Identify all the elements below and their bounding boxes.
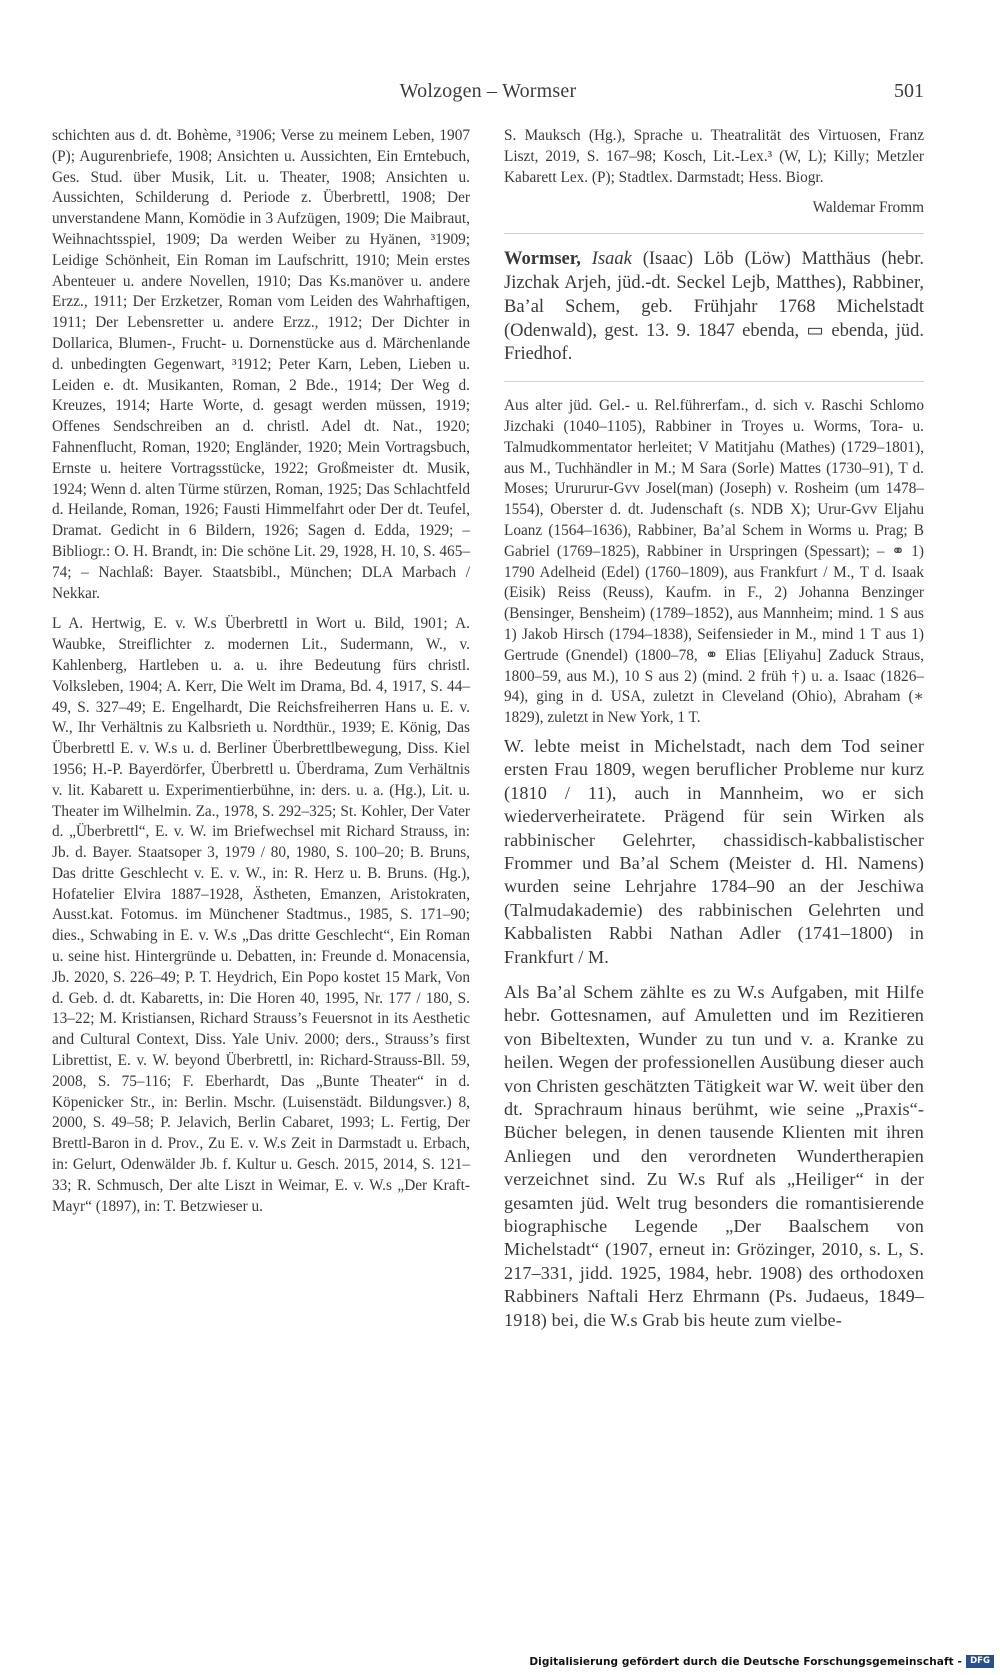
- entry-name: Wormser,: [504, 249, 581, 270]
- dfg-logo-icon: DFG: [966, 1655, 994, 1668]
- page-header: [52, 80, 924, 106]
- entry-given-name: Isaak: [591, 249, 632, 270]
- footer-credit: Digitalisierung gefördert durch die Deutsche Forschungsgemeinschaft -: [529, 1656, 962, 1668]
- author-signature: Waldemar Fromm: [812, 199, 924, 217]
- page-number: 501: [894, 80, 924, 102]
- literature-list: L A. Hertwig, E. v. W.s Überbrettl in Wort u. Bild, 1901; A. Waubke, Streiflichter z. modernen Lit., Sudermann, W., v. Kahlenberg, Hartleben u. a. u. ihre Bedeutung fürs christl. Volksleben, 1904; A. Kerr, Die Welt im Drama, Bd. 4, 1917, S. 44–49, S. 327–49; E. Engelhardt, Die Reichsfreiherren Hans u. E. v. W., Ihr Verhältnis zu Kalbsrieth u. Nordthür., 1939; E. König, Das Überbrettl E. v. W.s u. d. Berliner Überbrettlbewegung, Diss. Kiel 1956; H.-P. Bayerdörfer, Überbrettl u. Überdrama, Zum Verhältnis v. lit. Kabarett u. Experimentierbühne, in: ders. u. a. (Hg.), Lit. u. Theater im Wilhelmin. Za., 1978, S. 292–325; St. Kohler, Der Vater d. „Überbrettl“, E. v. W. im Briefwechsel mit Richard Strauss, in: Jb. d. Bayer. Staatsoper 3, 1979 / 80, 1980, S. 100–20; B. Bruns, Das dritte Geschlecht v. E. v. W., in: R. Herz u. B. Bruns. (Hg.), Hofatelier Elvira 1887–1928, Ästheten, Emanzen, Aristokraten, Ausst.kat. Fotomus. im Münchener Stadtmus., 1985, S. 171–90; dies., Schwabing in E. v. W.s „Das dritte Geschlecht“, Ein Roman u. seine hist. Hintergründe u. Debatten, in: Freunde d. Monacensia, Jb. 2020, S. 226–49; P. T. Heydrich, Ein Popo kostet 15 Mark, Von d. Geb. d. dt. Kabaretts, in: Die Horen 40, 1995, Nr. 177 / 180, S. 13–22; M. Kristiansen, Richard Strauss’s Feuersnot in its Aesthetic and Cultural Context, Diss. Yale Univ. 2000; ders., Strauss’s first Librettist, E. v. W. beyond Überbrettl, in: Richard-Strauss-Bll. 59, 2008, S. 75–116; F. Eberhardt, Das „Bunte Theater“ in d. Köpenicker Str., in: Berlin. Mschr. (Luisenstädt. Bildungsver.) 8, 2000, S. 49–58; P. Jelavich, Berlin Cabaret, 1993; L. Fertig, Der Brettl-Baron in d. Prov., Zu E. v. W.s Zeit in Darmstadt u. Erbach, in: Gelurt, Odenwälder Jb. f. Kultur u. Gesch. 2015, 2014, S. 121–33; R. Schmusch, Der alte Liszt in Weimar, E. v. W.s „Der Kraft-Mayr“ (1897), in: T. Betzwieser u.: [52, 615, 470, 1215]
- body-paragraph-2: Als Ba’al Schem zählte es zu W.s Aufgaben, mit Hilfe hebr. Gottesnamen, auf Amuletten und im Rezitieren von Bibeltexten, Wunder zu tun und v. a. Kranke zu heilen. Wegen der professionellen Ausübung dieser auch von Christen geschätzten Tätigkeit war W. weit über den dt. Sprachraum hinaus berühmt, wie seine „Praxis“-Bücher belegen, in denen tausende Klienten mit ihren Anliegen und den verordneten Wundertherapien verzeichnet sind. Zu W.s Ruf als „Heiliger“ in der gesamten jüd. Welt trug besonders die romantisierende biographische Legende „Der Baalschem von Michelstadt“ (1907, erneut in: Grözinger, 2010, s. L, S. 217–331, jidd. 1925, 1984, hebr. 1908) des orthodoxen Rabbiners Naftali Herz Ehrmann (Ps. Judaeus, 1849–1918) bei, die W.s Grab bis heute zum vielbe-: [504, 981, 924, 1330]
- entry-heading: [504, 248, 924, 367]
- literature-continued: S. Mauksch (Hg.), Sprache u. Theatralität des Virtuosen, Franz Liszt, 2019, S. 167–98; Kosch, Lit.-Lex.³ (W, L); Killy; Metzler Kabarett Lex. (P); Stadtlex. Darmstadt; Hess. Biogr.: [504, 127, 924, 186]
- left-column: [52, 126, 470, 1217]
- genealogy: Aus alter jüd. Gel.- u. Rel.führerfam., d. sich v. Raschi Schlomo Jizchaki (1040–1105), Rabbiner in Troyes u. Worms, Tora- u. Talmudkommentator herleitet; V Matitjahu (Mathes) (1729–1801), aus M., Tuchhändler in M.; M Sara (Sorle) Mattes (1730–91), T d. Moses; Urururur-Gvv Josel(man) (Joseph) v. Rosheim (um 1478–1554), Oberster d. dt. Judenschaft (s. NDB X); Urur-Gvv Eljahu Loanz (1564–1636), Rabbiner, Ba’al Schem in Worms u. Prag; B Gabriel (1769–1825), Rabbiner in Urspringen (Spessart); – ⚭ 1) 1790 Adelheid (Edel) (1760–1809), aus Frankfurt / M., T d. Isaak (Eisik) Reiss (Reuss), Kaufm. in F., 2) Johanna Benzinger (Bensinger, Bensheim) (1789–1852), aus Mannheim; mind. 1 S aus 1) Jakob Hirsch (1794–1838), Seifensieder in M., mind 1 T aus 1) Gertrude (Gnendel) (1800–78, ⚭ Elias [Eliyahu] Zaduck Straus, 1800–59, aus M.), 10 S aus 2) (mind. 2 früh †) u. a. Isaac (1826–94), ging in d. USA, zuletzt in Cleveland (Ohio), Abraham (∗ 1829), zuletzt in New York, 1 T.: [504, 397, 924, 727]
- running-head: Wolzogen – Wormser: [399, 80, 577, 102]
- right-column: [504, 126, 924, 1332]
- works-list: schichten aus d. dt. Bohème, ³1906; Verse zu meinem Leben, 1907 (P); Augurenbriefe, 1908; Ansichten u. Aussichten, Ein Erntebuch, Ges. Stud. über Musik, Lit. u. Theater, 1908; Ansichten u. Aussichten, Schilderung d. Periode z. Überbrettl, 1908; Der unverstandene Mann, Komödie in 3 Aufzügen, 1909; Die Maibraut, Weihnachtsspiel, 1909; Da werden Weiber zu Hyänen, ³1909; Leidige Schönheit, Ein Roman im Laufschritt, 1910; Mein erstes Abenteuer u. andere Novellen, 1910; Das Ks.manöver u. andere Erzz., 1911; Der Erzketzer, Roman vom Leiden des Wahrhaftigen, 1911; Der Lebensretter u. andere Erzz., 1912; Der Dichter in Dollarica, Blumen-, Frucht- u. Dornenstücke aus d. Märchenlande d. unbedingten Gegenwart, ³1912; Peter Karn, Leben, Lieben u. Leiden e. dt. Musikanten, Roman, 2 Bde., 1914; Der Weg d. Kreuzes, 1914; Harte Worte, d. gesagt werden müssen, 1919; Offenes Sendschreiben an d. christl. Adel dt. Nat., 1920; Fahnenflucht, Roman, 1920; Engländer, 1920; Mein Vortragsbuch, Ernste u. heitere Vortragsstücke, 1922; Großmeister dt. Musik, 1924; Wenn d. alten Türme stürzen, Roman, 1925; Das Schlachtfeld d. Heilande, Roman, 1926; Fausti Himmelfahrt oder Der dt. Teufel, Dramat. Gedicht in 6 Bildern, 1926; Sagen d. Edda, 1929; – Bibliogr.: O. H. Brandt, in: Die schöne Lit. 29, 1928, H. 10, S. 465–74; – Nachlaß: Bayer. Staatsbibl., München; DLA Marbach / Nekkar.: [52, 127, 470, 602]
- genealogy-divider: [504, 381, 924, 382]
- footer: [0, 1654, 1000, 1672]
- entry-divider: [504, 233, 924, 234]
- body-paragraph-1: W. lebte meist in Michelstadt, nach dem Tod seiner ersten Frau 1809, wegen beruflicher Probleme nur kurz (1810 / 11), auch in Mannheim, wo er sich wiederverheiratete. Prägend für sein Wirken als rabbinischer Gelehrter, chassidisch-kabbalistischer Frommer und Ba’al Schem (Meister d. Hl. Namens) wurden seine Lehrjahre 1784–90 an der Jeschiwa (Talmudakademie) des rabbinischen Gelehrten und Kabbalisten Rabbi Nathan Adler (1741–1800) in Frankfurt / M.: [504, 735, 924, 967]
- entry-details: (Isaac) Löb (Löw) Matthäus (hebr. Jizchak Arjeh, jüd.-dt. Seckel Lejb, Matthes), Rabbiner, Ba’al Schem, geb. Frühjahr 1768 Michelstadt (Odenwald), gest. 13. 9. 1847 ebenda, ▭ ebenda, jüd. Friedhof.: [504, 249, 925, 365]
